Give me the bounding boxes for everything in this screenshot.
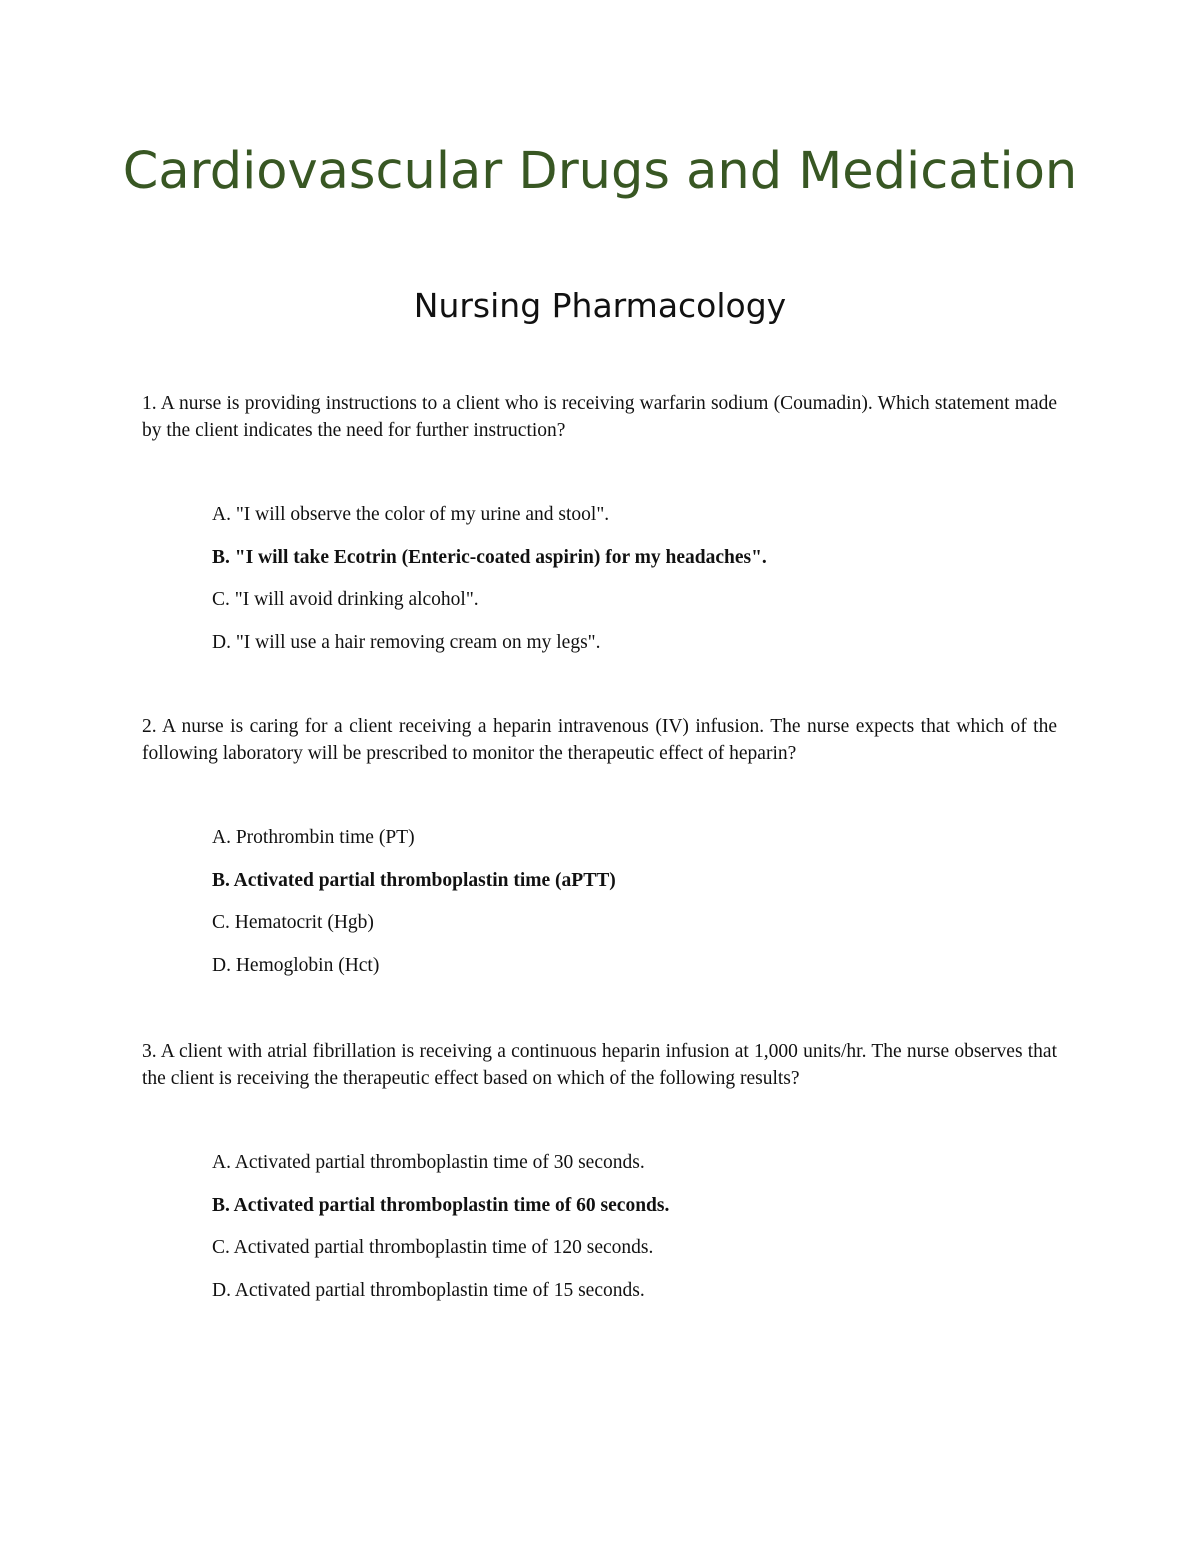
question-3-option-d: D. Activated partial thromboplastin time of 15 seconds. <box>212 1279 645 1301</box>
question-2-options <box>212 826 1072 996</box>
question-2-option-d: D. Hemoglobin (Hct) <box>212 954 380 976</box>
question-2-option-b: B. Activated partial thromboplastin time (aPTT) <box>212 869 616 891</box>
question-2-text: 2. A nurse is caring for a client receiving a heparin intravenous (IV) infusion. The nurse expects that which of the following laboratory will be prescribed to monitor the therapeutic effect of heparin? <box>142 716 1057 764</box>
question-1-option-c: C. "I will avoid drinking alcohol". <box>212 589 479 610</box>
question-1-option-b: B. "I will take Ecotrin (Enteric-coated aspirin) for my headaches". <box>212 546 767 568</box>
question-3-text: 3. A client with atrial fibrillation is receiving a continuous heparin infusion at 1,000 units/hr. The nurse observes that the client is receiving the therapeutic effect based on which of the following results? <box>142 1041 1057 1089</box>
question-2-option-a: A. Prothrombin time (PT) <box>212 827 415 848</box>
question-1-option-a: A. "I will observe the color of my urine and stool". <box>212 504 610 525</box>
document-title: Cardiovascular Drugs and Medication <box>122 142 1078 201</box>
question-3-options <box>212 1151 1072 1321</box>
question-3-option-a: A. Activated partial thromboplastin time of 30 seconds. <box>212 1152 645 1173</box>
question-2-option-c: C. Hematocrit (Hgb) <box>212 912 374 933</box>
question-1-options <box>212 503 1072 673</box>
document-subtitle: Nursing Pharmacology <box>413 286 787 325</box>
question-3-option-b: B. Activated partial thromboplastin time of 60 seconds. <box>212 1194 670 1216</box>
question-3-option-c: C. Activated partial thromboplastin time of 120 seconds. <box>212 1237 654 1258</box>
question-1-text: 1. A nurse is providing instructions to a client who is receiving warfarin sodium (Coumadin). Which statement made by the client indicates the need for further instruction? <box>142 393 1057 441</box>
question-1-option-d: D. "I will use a hair removing cream on my legs". <box>212 631 601 653</box>
